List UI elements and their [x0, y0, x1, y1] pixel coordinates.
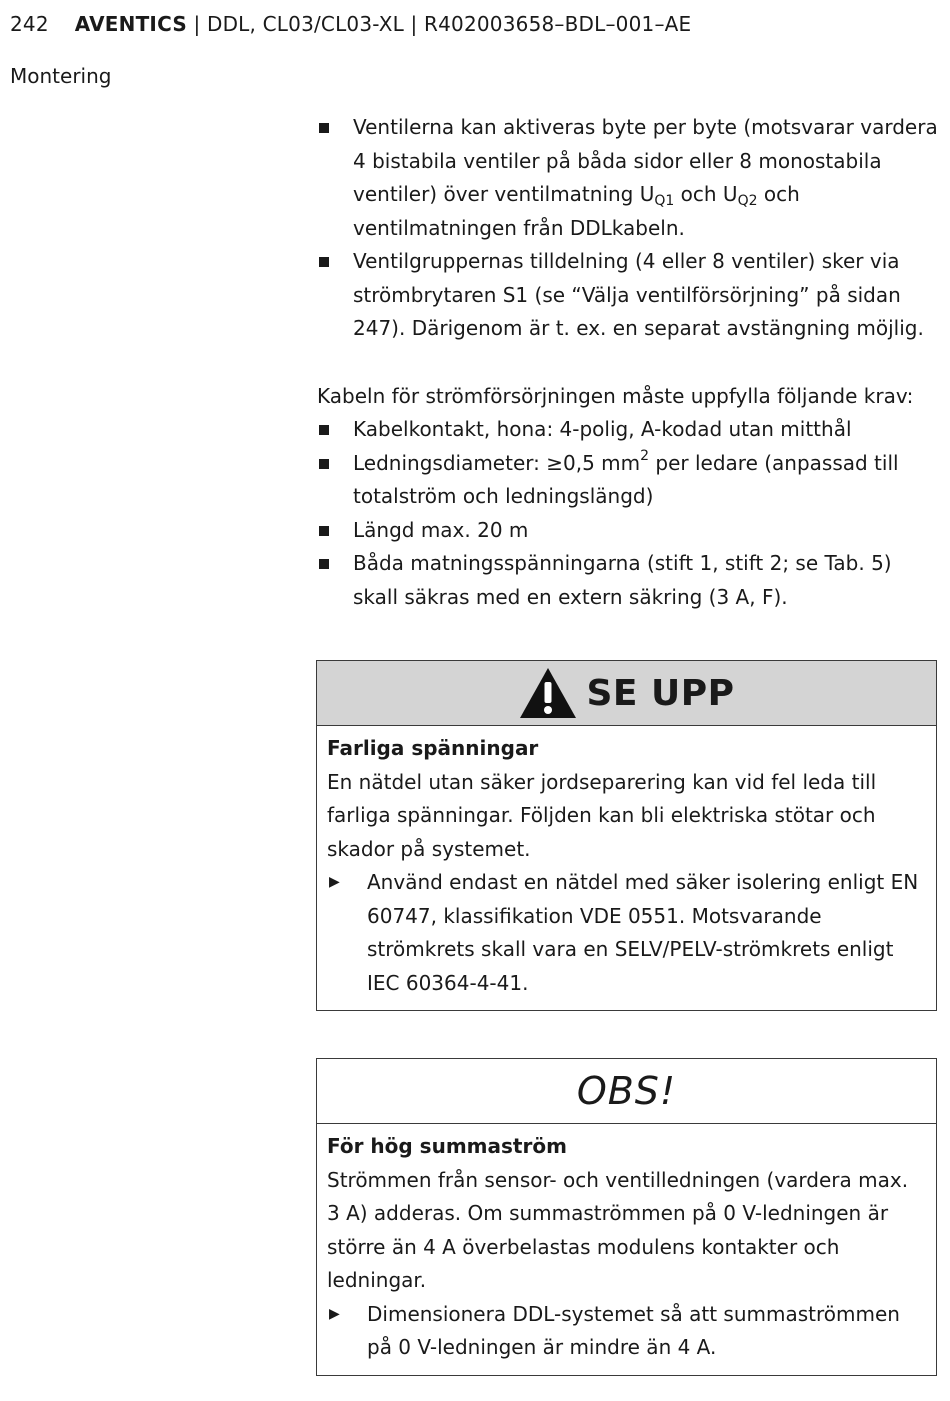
brand-name: AVENTICS: [74, 12, 187, 36]
warning-body: [317, 726, 936, 1010]
warning-header: [317, 661, 936, 726]
obs-box: [316, 1058, 937, 1376]
obs-subtitle: För hög summaström: [327, 1134, 567, 1158]
section-title: Montering: [10, 64, 112, 88]
obs-step: ▶ Dimensionera DDL-systemet så att summaströmmen på 0 V-ledningen är mindre än 4 A.: [327, 1298, 926, 1365]
warning-box: [316, 660, 937, 1011]
triangle-right-icon: ▶: [329, 1305, 340, 1322]
page-number: 242: [10, 12, 49, 36]
square-bullet-icon: [319, 459, 329, 469]
square-bullet-icon: [319, 123, 329, 133]
list-item: Ledningsdiameter: ≥0,5 $mm^2$ per ledare (anpassad till totalström och ledningslängd): [317, 447, 939, 514]
main-content: [317, 111, 939, 614]
square-bullet-icon: [319, 257, 329, 267]
cable-requirements-intro: Kabeln för strömförsörjningen måste uppfylla följande krav:: [317, 383, 914, 408]
square-bullet-icon: [319, 425, 329, 435]
obs-body: [317, 1124, 936, 1375]
warning-title: SE UPP: [586, 672, 735, 714]
square-bullet-icon: [319, 559, 329, 569]
warning-step: ▶ Använd endast en nätdel med säker isolering enligt EN 60747, klassifikation VDE 0551. Motsvarande strömkrets skall vara en SELV/PELV-strömkrets enligt IEC 60364-4-41.: [327, 866, 926, 1000]
list-item: Ventilerna kan aktiveras byte per byte (motsvarar vardera 4 bistabila ventiler på båda sidor eller 8 monostabila ventiler) över ventilmatning $U_{Q1}$ och $U_{Q2}$ och ventilmatningen från DDLkabeln.: [317, 111, 939, 245]
document-info: | DDL, CL03/CL03-XL | R402003658–BDL–001–AE: [186, 12, 692, 36]
list-item: Längd max. 20 m: [317, 514, 939, 548]
warning-text: En nätdel utan säker jordseparering kan vid fel leda till farliga spänningar. Följden kan bli elektriska stötar och skador på systemet.: [327, 769, 877, 861]
warning-triangle-icon: [518, 666, 578, 720]
cable-requirements-list: [317, 413, 939, 614]
square-bullet-icon: [319, 526, 329, 536]
obs-header: [317, 1059, 936, 1124]
list-item: Båda matningsspänningarna (stift 1, stift 2; se Tab. 5) skall säkras med en extern säkring (3 A, F).: [317, 547, 939, 614]
warning-subtitle: Farliga spänningar: [327, 736, 539, 760]
page-header: [10, 12, 691, 36]
valve-bullet-list: [317, 111, 939, 346]
list-item: Ventilgruppernas tilldelning (4 eller 8 ventiler) sker via strömbrytaren S1 (se “Välja ventilförsörjning” på sidan 247). Därigenom är t. ex. en separat avstängning möjlig.: [317, 245, 939, 346]
obs-title: OBS!: [576, 1069, 677, 1113]
triangle-right-icon: ▶: [329, 874, 340, 890]
obs-text: Strömmen från sensor- och ventilledningen (vardera max. 3 A) adderas. Om summaströmmen på 0 V-ledningen är större än 4 A överbelastas modulens kontakter och ledningar.: [327, 1167, 909, 1292]
list-item: Kabelkontakt, hona: 4-polig, A-kodad utan mitthål: [317, 413, 939, 447]
